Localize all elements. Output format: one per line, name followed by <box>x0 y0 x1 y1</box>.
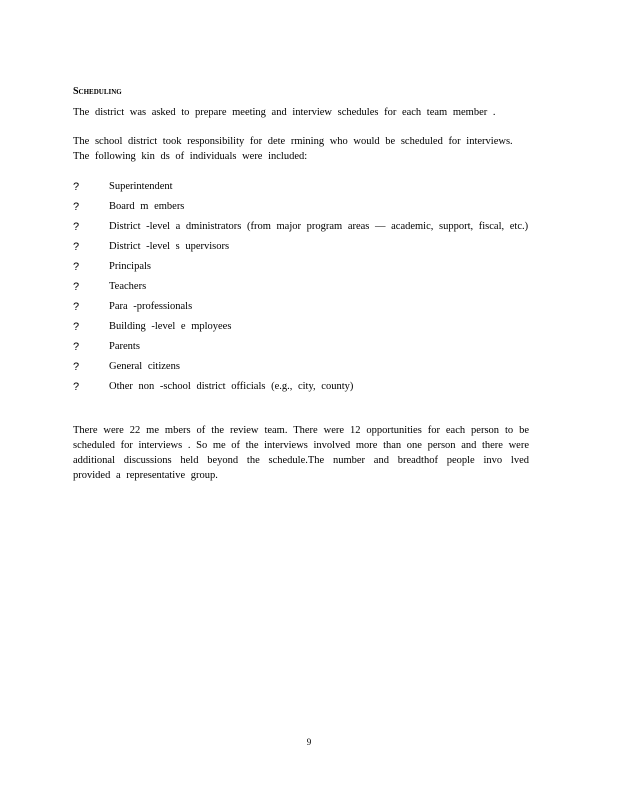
list-item <box>73 300 529 314</box>
page-number: 9 <box>306 737 312 747</box>
list-item-label: Para -professionals <box>109 301 193 312</box>
bullet-icon: ? <box>73 321 80 333</box>
list-item <box>73 280 529 294</box>
bullet-icon: ? <box>73 181 80 193</box>
list-item <box>73 340 529 354</box>
list-item-label: Teachers <box>109 281 147 292</box>
list-item-label: District -level s upervisors <box>109 241 230 252</box>
list-item-label: District -level a dministrators (from major program areas — academic, support, fiscal, etc.) <box>109 221 529 232</box>
bullet-icon: ? <box>73 281 80 293</box>
list-item <box>73 360 529 374</box>
intro-paragraph: The district was asked to prepare meeting and interview schedules for each team member . <box>73 107 496 118</box>
list-item-label: Other non -school district officials (e.g., city, county) <box>109 381 354 392</box>
list-item <box>73 320 529 334</box>
list-item-label: Building -level e mployees <box>109 321 232 332</box>
bullet-icon: ? <box>73 361 80 373</box>
participant-list <box>73 180 529 400</box>
section-heading: Scheduling <box>73 86 122 97</box>
list-item-label: Superintendent <box>109 181 173 192</box>
list-item-label: Board m embers <box>109 201 185 212</box>
bullet-icon: ? <box>73 221 80 233</box>
bullet-icon: ? <box>73 241 80 253</box>
list-item-label: Principals <box>109 261 151 272</box>
closing-paragraph: There were 22 me mbers of the review team. There were 12 opportunities for each person to be scheduled for interviews . So me of the interviews involved more than one person and there were additional discussions held beyond the schedule.The number and breadthof people invo lved provided a representative group. <box>73 425 529 481</box>
list-item <box>73 200 529 214</box>
bullet-icon: ? <box>73 201 80 213</box>
list-item <box>73 240 529 254</box>
bullet-icon: ? <box>73 301 80 313</box>
bullet-icon: ? <box>73 341 80 353</box>
bullet-icon: ? <box>73 261 80 273</box>
list-item <box>73 180 529 194</box>
list-item <box>73 260 529 274</box>
list-item-label: Parents <box>109 341 140 352</box>
bullet-icon: ? <box>73 381 80 393</box>
list-item <box>73 220 529 234</box>
list-item <box>73 380 529 394</box>
lead-paragraph: The school district took responsibility for dete rmining who would be scheduled for interviews. The following kin ds of individuals were included: <box>73 136 513 162</box>
list-item-label: General citizens <box>109 361 180 372</box>
